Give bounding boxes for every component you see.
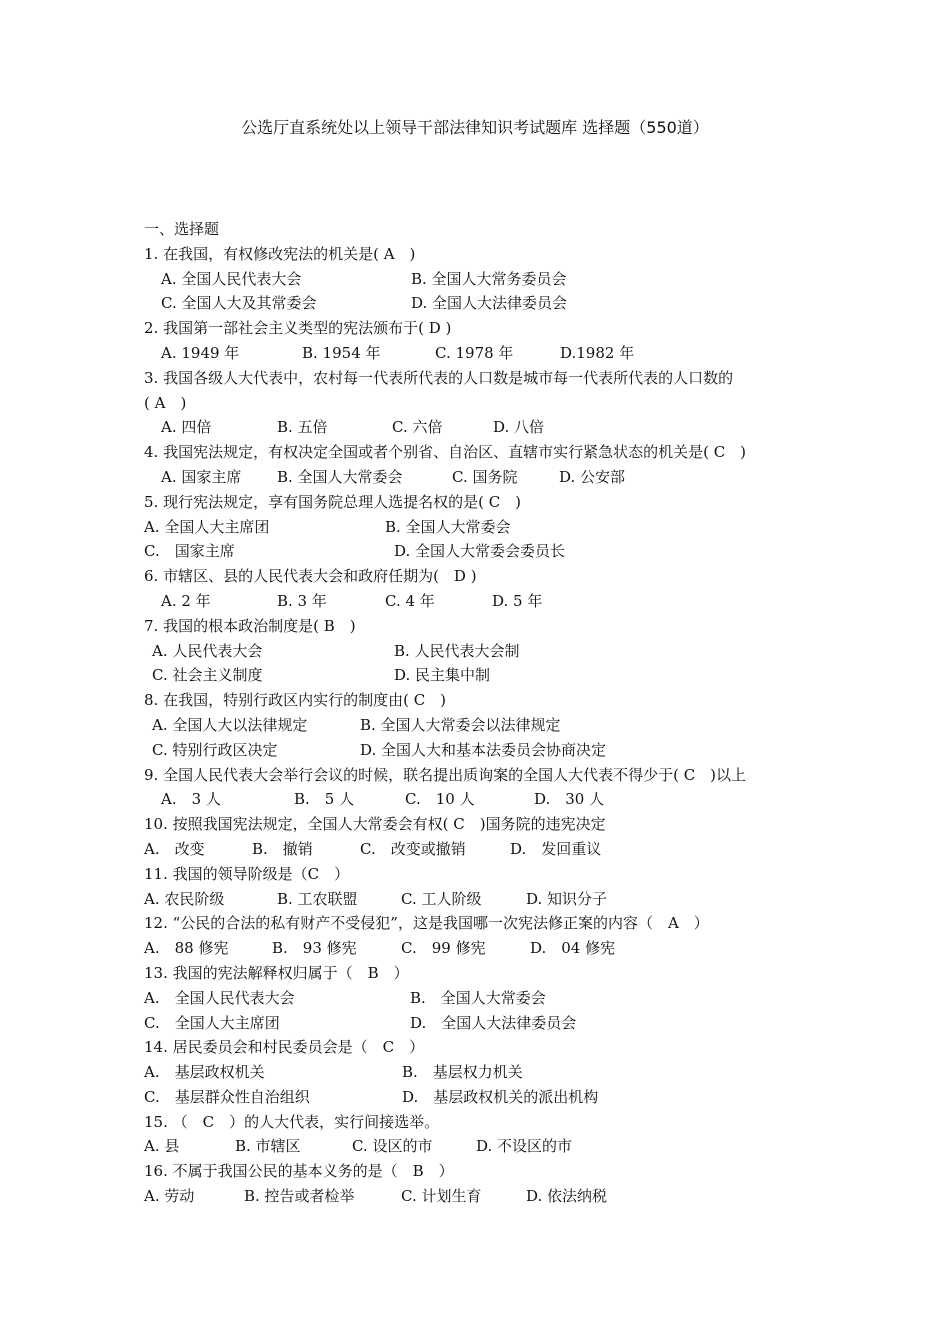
option-row [144,1184,824,1209]
option: D. 全国人大法律委员会 [411,294,568,313]
question-text: 11. 我国的领导阶级是（C ） [144,864,350,883]
option: D. 知识分子 [526,889,608,908]
section-heading: 一、选择题 [144,220,220,238]
option: B. 撤销 [252,839,313,858]
option: D. 公安部 [559,467,626,486]
option: A. 基层政权机关 [144,1063,265,1082]
option: D. 依法纳税 [526,1187,608,1206]
option-row [144,936,824,961]
question-text-continued: ( A ) [144,393,187,412]
question-text: 4. 我国宪法规定，有权决定全国或者个别省、自治区、直辖市实行紧急状态的机关是( C ) [144,443,747,462]
option: C. 基层群众性自治组织 [144,1087,310,1106]
question-text: 12. “公民的合法的私有财产不受侵犯”，这是我国哪一次宪法修正案的内容（ A ） [144,914,709,933]
question-text: 9. 全国人民代表大会举行会议的时候，联名提出质询案的全国人大代表不得少于( C )以上 [144,765,747,784]
question-text: 7. 我国的根本政治制度是( B ) [144,616,356,635]
option: A. 全国人民代表大会 [161,269,302,288]
option-row [144,589,824,614]
option-row [144,986,824,1011]
question-text: 2. 我国第一部社会主义类型的宪法颁布于( D ) [144,319,452,338]
question-text: 1. 在我国，有权修改宪法的机关是( A ) [144,244,416,263]
option: D. 04 修宪 [530,939,616,958]
question-text: 15. （ C ）的人大代表，实行间接选举。 [144,1112,440,1131]
option: B. 基层权力机关 [402,1063,523,1082]
option: B. 全国人大常委会 [410,988,546,1007]
option-row [144,539,824,564]
option: D. 全国人大和基本法委员会协商决定 [360,740,607,759]
option-row [144,465,824,490]
option: A. 1949 年 [161,343,240,362]
option-row [144,267,824,292]
option-row [144,787,824,812]
question-list [144,217,824,1209]
option: D. 全国人大常委会委员长 [394,542,566,561]
option-row [144,1060,824,1085]
option: D. 30 人 [534,790,605,809]
option: A. 人民代表大会 [152,641,263,660]
option: C. 4 年 [385,591,435,610]
option: C. 设区的市 [352,1137,433,1156]
option: A. 四倍 [161,418,212,437]
option: D. 不设区的市 [476,1137,573,1156]
question-text: 3. 我国各级人大代表中，农村每一代表所代表的人口数是城市每一代表所代表的人口数的 [144,368,734,387]
option: B. 控告或者检举 [244,1187,355,1206]
option: D. 基层政权机关的派出机构 [402,1087,599,1106]
option: B. 5 人 [294,790,355,809]
option: A. 县 [144,1137,180,1156]
option: C. 国务院 [452,467,518,486]
option-row [144,639,824,664]
question-text: 10. 按照我国宪法规定，全国人大常委会有权( C )国务院的违宪决定 [144,815,606,834]
option: C. 全国人大主席团 [144,1013,280,1032]
question-text: 16. 不属于我国公民的基本义务的是（ B ） [144,1162,454,1181]
option: B. 1954 年 [302,343,381,362]
option: C. 特别行政区决定 [152,740,278,759]
question-text: 13. 我国的宪法解释权归属于（ B ） [144,963,409,982]
question-text: 5. 现行宪法规定，享有国务院总理人选提名权的是( C ) [144,492,522,511]
option-row [144,837,824,862]
option: C. 改变或撤销 [360,839,466,858]
option: C. 全国人大及其常委会 [161,294,317,313]
option: A. 3 人 [161,790,221,809]
option-row [144,415,824,440]
option: D. 民主集中制 [394,666,491,685]
question-text: 8. 在我国，特别行政区内实行的制度由( C ) [144,691,447,710]
option: B. 市辖区 [235,1137,301,1156]
option-row [144,1134,824,1159]
option-row [144,291,824,316]
option-row [144,341,824,366]
option: A. 国家主席 [161,467,242,486]
option: A. 2 年 [161,591,211,610]
option: A. 88 修宪 [144,939,229,958]
option: B. 3 年 [277,591,327,610]
option: A. 劳动 [144,1187,195,1206]
option: C. 99 修宪 [401,939,486,958]
option-row [144,713,824,738]
option: A. 全国人大以法律规定 [152,715,308,734]
option: C. 工人阶级 [401,889,482,908]
option-row [144,887,824,912]
option: C. 六倍 [392,418,443,437]
option: B. 五倍 [277,418,328,437]
option: B. 全国人大常委会 [385,517,511,536]
option: B. 工农联盟 [277,889,358,908]
option: A. 全国人民代表大会 [144,988,295,1007]
option: A. 改变 [144,839,205,858]
option-row [144,515,824,540]
option: B. 人民代表大会制 [394,641,520,660]
question-text: 6. 市辖区、县的人民代表大会和政府任期为( D ) [144,567,477,586]
option: C. 国家主席 [144,542,235,561]
option: D.1982 年 [560,343,635,362]
option: A. 农民阶级 [144,889,225,908]
option-row [144,1011,824,1036]
option: B. 全国人大常委会 [277,467,403,486]
option-row [144,1085,824,1110]
option: C. 1978 年 [435,343,514,362]
option: B. 全国人大常务委员会 [411,269,567,288]
option: B. 全国人大常委会以法律规定 [360,715,561,734]
option: C. 社会主义制度 [152,666,263,685]
option: D. 全国人大法律委员会 [410,1013,577,1032]
option: C. 计划生育 [401,1187,482,1206]
question-text: 14. 居民委员会和村民委员会是（ C ） [144,1038,425,1057]
document-title: 公选厅直系统处以上领导干部法律知识考试题库 选择题（550道） [241,118,709,137]
option: D. 发回重议 [510,839,602,858]
option: B. 93 修宪 [272,939,357,958]
option-row [144,738,824,763]
option: A. 全国人大主席团 [144,517,270,536]
option: D. 八倍 [493,418,545,437]
option-row [144,663,824,688]
option: D. 5 年 [492,591,543,610]
option: C. 10 人 [405,790,475,809]
